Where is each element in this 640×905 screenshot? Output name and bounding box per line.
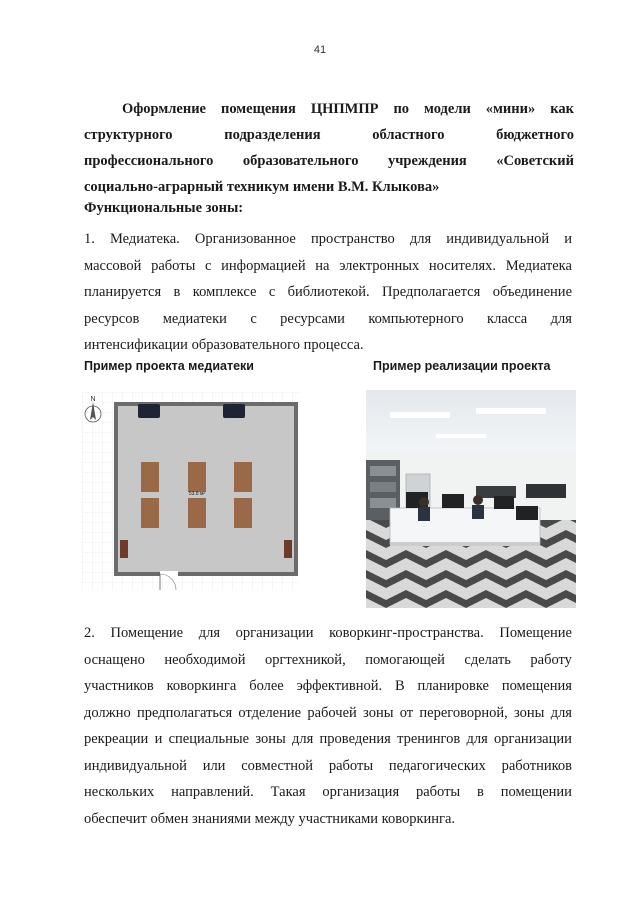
table (141, 498, 159, 528)
floorplan-mediateka (82, 392, 300, 590)
word: носителях. (428, 257, 497, 274)
word: помогающей (365, 651, 445, 668)
word: 2. (84, 625, 95, 641)
word: отделение (238, 704, 302, 721)
word: класса (487, 310, 528, 327)
word: должно (84, 704, 131, 721)
word: работников (501, 757, 572, 774)
table (234, 498, 252, 528)
sofa-left (138, 404, 160, 418)
word: медиатеки (162, 310, 227, 327)
word: сделать (464, 651, 511, 668)
title-word: структурного (84, 127, 173, 143)
word: комплексе (192, 284, 257, 300)
paragraph-line (84, 620, 572, 647)
word: зоны (363, 704, 394, 721)
title-word: учреждения (388, 153, 467, 169)
word: и (564, 231, 572, 247)
word: педагогических (388, 757, 486, 774)
title-word: профессионального (84, 153, 214, 169)
word: оснащено (84, 651, 145, 668)
word: Организованное (194, 231, 296, 247)
word: 1. (84, 231, 95, 247)
word: для (466, 731, 488, 747)
word: индивидуальной (84, 757, 187, 774)
word: организации (235, 625, 314, 641)
photo-implemented-mediateka (366, 390, 576, 608)
title-word: модели (424, 101, 471, 117)
word: Помещение (499, 625, 572, 641)
word: переговорной, (419, 704, 508, 721)
word: тренингов (397, 731, 461, 747)
word: зоны (255, 731, 286, 747)
ceiling-light (390, 412, 450, 418)
word: с (205, 257, 212, 274)
word: направлений. (171, 784, 254, 800)
table (188, 462, 206, 492)
paragraph-mediateka (84, 226, 572, 359)
title-word: Оформление (122, 101, 206, 117)
person (473, 495, 483, 505)
word: от (399, 704, 414, 721)
compass-label: N (90, 396, 96, 403)
word: коворкинга (166, 678, 237, 694)
paragraph-line (84, 779, 572, 806)
word: рабочей (307, 704, 357, 721)
word: организации (494, 731, 572, 747)
word: участников (84, 678, 154, 694)
cabinet-left (120, 540, 128, 558)
word: индивидуальной (446, 231, 550, 247)
word: работы (328, 757, 374, 774)
word: с (268, 284, 276, 300)
word: В (394, 678, 405, 694)
ceiling-light (476, 408, 546, 414)
word: рекреации (84, 731, 149, 747)
person (419, 497, 429, 507)
word: для (550, 310, 572, 327)
word: Предполагается (382, 284, 481, 300)
word: Такая (270, 784, 306, 800)
title-word: областного (372, 127, 445, 143)
word: организация (322, 784, 400, 800)
title-line (84, 122, 574, 148)
paragraph-line (84, 753, 572, 780)
word: для (198, 625, 221, 641)
table (234, 462, 252, 492)
paragraph-line (84, 647, 572, 674)
caption-implementation-example: Пример реализации проекта (373, 359, 551, 373)
word: планируется (84, 284, 162, 300)
section-heading: Функциональные зоны: (84, 200, 244, 216)
word: необходимой (164, 651, 246, 668)
word: эффективной. (296, 678, 383, 694)
word: для (550, 704, 572, 721)
word: помещении (500, 784, 572, 800)
word: работы (151, 257, 196, 274)
table (188, 498, 206, 528)
title-line (84, 148, 574, 174)
word: библиотекой. (287, 284, 370, 300)
ceiling-light (436, 434, 486, 438)
word: в (173, 284, 181, 300)
paragraph-line (84, 700, 572, 727)
word: работы (415, 784, 461, 800)
paragraph-line (84, 226, 572, 253)
word: информацией (221, 257, 306, 274)
title-word: бюджетного (496, 127, 574, 143)
paragraph-coworking (84, 620, 572, 832)
word: с (250, 310, 257, 327)
word: более (249, 678, 284, 694)
paragraph-line (84, 673, 572, 700)
document-title (84, 96, 574, 200)
word: электронных (339, 257, 420, 274)
word: Помещение (110, 625, 184, 641)
caption-project-example: Пример проекта медиатеки (84, 359, 254, 373)
word: или (202, 757, 226, 774)
word: помещения (501, 678, 572, 694)
table (141, 462, 159, 492)
word: ресурсов (84, 310, 140, 327)
word: и (154, 731, 163, 747)
title-word: помещения (220, 101, 296, 117)
paragraph-line (84, 253, 572, 280)
title-word: образовательного (242, 153, 359, 169)
title-word: как (550, 101, 574, 117)
paragraph-line (84, 806, 572, 833)
word: Медиатека (505, 257, 572, 274)
workstation (526, 484, 566, 498)
word: в (477, 784, 484, 800)
word: специальные (168, 731, 250, 747)
word: зоны (514, 704, 545, 721)
word: Медиатека. (109, 231, 180, 247)
title-word: «Советский (496, 153, 574, 169)
word: ресурсами (280, 310, 345, 327)
monitor (494, 496, 514, 509)
word: компьютерного (368, 310, 464, 327)
word: нескольких (84, 784, 155, 800)
page-number: 41 (313, 44, 327, 56)
title-word: «мини» (485, 101, 536, 117)
word: предполагаться (136, 704, 233, 721)
title-word: подразделения (224, 127, 321, 143)
word: обеспечит обмен знаниями между участниками коворкинга. (84, 810, 456, 827)
monitor (442, 494, 464, 508)
title-word: ЦНПМПР (310, 101, 379, 117)
paragraph-line (84, 726, 572, 753)
title-line (84, 96, 574, 122)
word: планировке (417, 678, 489, 694)
title-line (84, 174, 574, 200)
word: объединение (492, 284, 572, 300)
word: массовой (84, 257, 142, 274)
word: проведения (319, 731, 391, 747)
word: совместной (241, 757, 314, 774)
word: работу (530, 651, 572, 668)
paragraph-line (84, 306, 572, 333)
word: пространство (310, 231, 395, 247)
word: для (409, 231, 432, 247)
title-word: по (393, 101, 410, 117)
monitor (516, 506, 538, 520)
paragraph-line (84, 279, 572, 306)
word: коворкинг-пространства. (329, 625, 484, 641)
room-area-label: 53.8 м² (188, 491, 206, 497)
sofa-right (223, 404, 245, 418)
cabinet-right (284, 540, 292, 558)
paragraph-line (84, 332, 572, 359)
word: оргтехникой, (264, 651, 346, 668)
word: для (292, 731, 314, 747)
word: на (315, 257, 330, 274)
title-word: социально-аграрный техникум имени В.М. Клыкова» (84, 179, 440, 195)
word: интенсификации образовательного процесса. (84, 337, 364, 353)
